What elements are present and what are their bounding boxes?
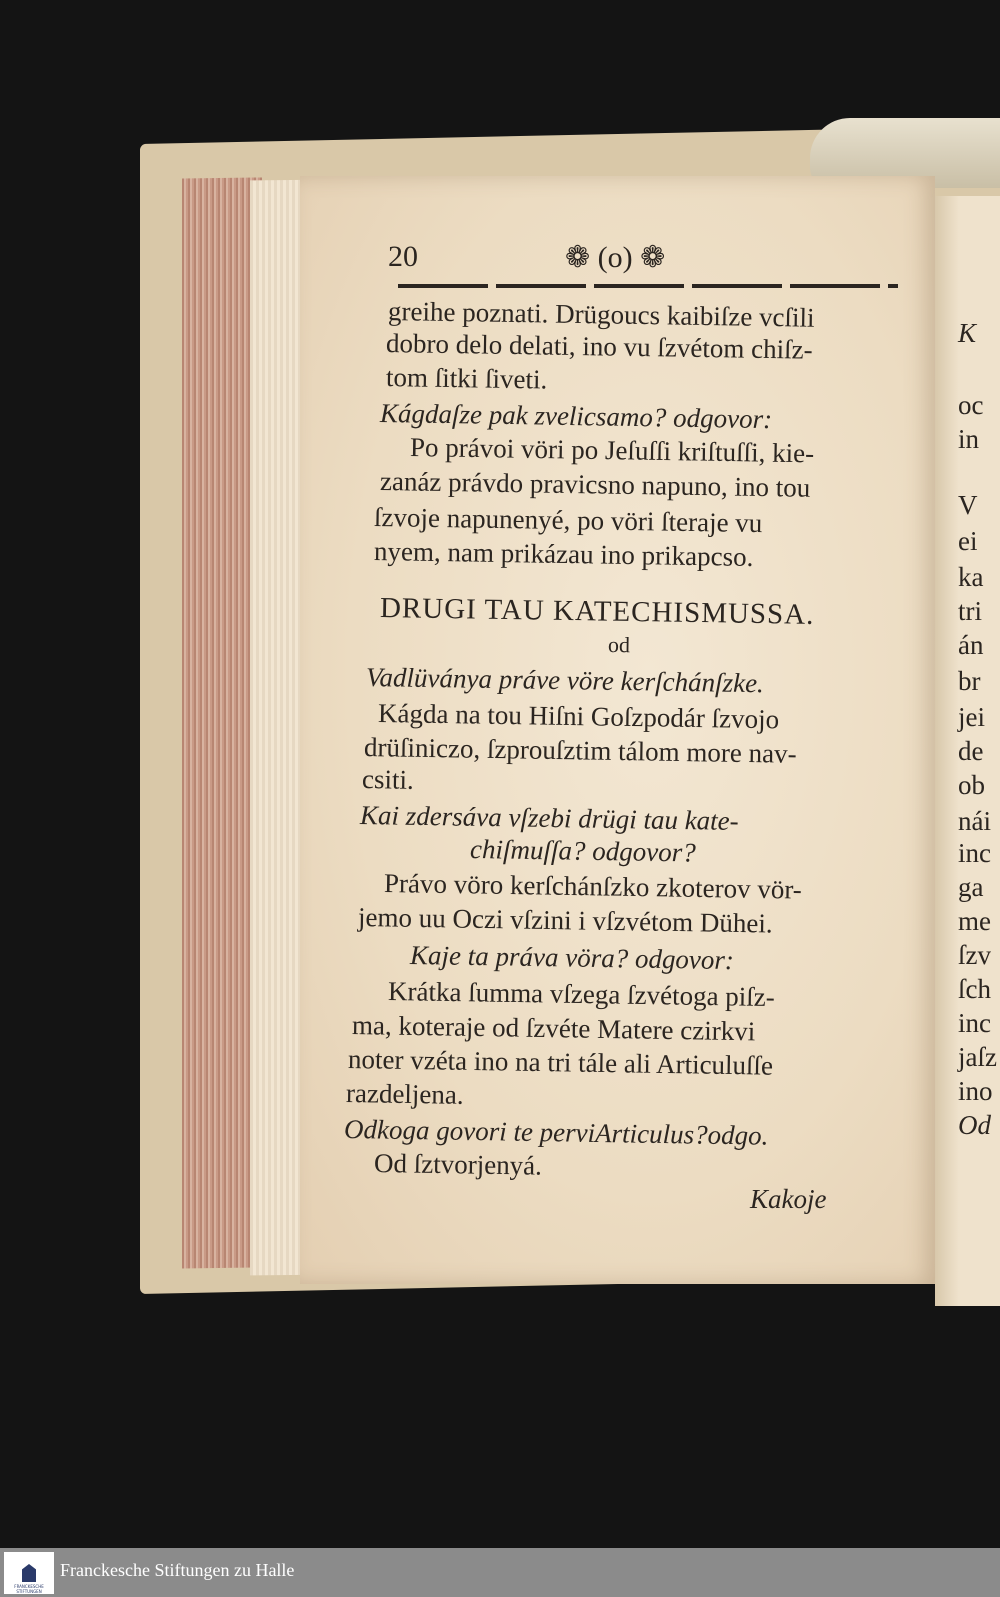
- right-page-fragment: br: [958, 666, 981, 696]
- text-line: od: [607, 632, 631, 658]
- right-page-fragment: ſch: [958, 974, 991, 1004]
- text-line: zanáz právdo pravicsno napuno, ino tou: [379, 466, 811, 503]
- text-line: Právo vöro kerſchánſzko zkoterov vör-: [383, 868, 803, 905]
- text-line: Kágdaſze pak zvelicsamo? odgovor:: [379, 398, 773, 435]
- right-page-fragment: V: [958, 490, 978, 520]
- text-line: Kágda na tou Hiſni Goſzpodár ſzvojo: [377, 698, 780, 735]
- right-page-fragment: de: [958, 736, 984, 766]
- text-line: drüſiniczo, ſzprouſztim tálom more nav-: [363, 732, 797, 769]
- right-page-fragment: inc: [958, 838, 991, 868]
- text-line: Krátka ſumma vſzega ſzvétoga piſz-: [387, 976, 776, 1013]
- right-page-fragment: án: [958, 630, 984, 660]
- right-page-fragment: ſzv: [958, 940, 991, 970]
- text-line: Po právoi vöri po Jeſuſſi kriſtuſſi, kie-: [409, 432, 815, 469]
- right-page-fragment: oc: [958, 390, 984, 420]
- right-page-fragment: me: [958, 906, 991, 936]
- text-line: ma, koteraje od ſzvéte Matere czirkvi: [351, 1010, 756, 1047]
- header-rule: [398, 284, 898, 288]
- right-page-fragment: inc: [958, 1008, 991, 1038]
- right-page-fragment: in: [958, 424, 980, 454]
- right-page-fragment: ga: [958, 872, 984, 902]
- right-page-fragment: ka: [958, 562, 984, 592]
- right-page-fragment: Od: [958, 1110, 991, 1140]
- text-line: noter vzéta ino na tri tále ali Articuluſſe: [347, 1044, 774, 1081]
- institution-name: Franckesche Stiftungen zu Halle: [60, 1560, 295, 1580]
- logo-mark-icon: [22, 1564, 36, 1582]
- header-ornament: ❁ (o) ❁: [565, 241, 666, 274]
- catchword: Kakoje: [750, 1184, 827, 1214]
- right-page-fragment: jei: [958, 702, 985, 732]
- right-page-fragment: tri: [958, 596, 982, 626]
- institution-logo: [4, 1552, 54, 1594]
- right-page-fragment: jaſz: [958, 1042, 997, 1072]
- text-line: Odkoga govori te perviArticulus?odgo.: [343, 1114, 769, 1151]
- text-line: jemo uu Oczi vſzini i vſzvétom Dühei.: [357, 902, 773, 939]
- text-line: Od ſztvorjenyá.: [373, 1148, 543, 1181]
- text-line: ſzvoje napunenyé, po vöri ſteraje vu: [373, 502, 763, 539]
- text-line: csiti.: [361, 764, 414, 795]
- text-line: DRUGI TAU KATECHISMUSSA.: [379, 592, 815, 631]
- text-line: Vadlüványa práve vöre kerſchánſzke.: [365, 662, 765, 699]
- text-line: Kai zdersáva vſzebi drügi tau kate-: [359, 800, 739, 836]
- right-page-fragment: ino: [958, 1076, 993, 1106]
- text-line: nyem, nam prikázau ino prikapcso.: [373, 536, 754, 572]
- text-line: tom ſitki ſiveti.: [385, 362, 548, 395]
- right-page-fragment: nái: [958, 806, 991, 836]
- page-number: 20: [388, 240, 418, 273]
- text-line: chiſmuſſa? odgovor?: [469, 834, 696, 868]
- text-line: Kaje ta práva vöra? odgovor:: [409, 940, 735, 976]
- text-line: greihe poznati. Drügoucs kaibiſze vcſili: [387, 296, 815, 333]
- right-page-fragment: ob: [958, 770, 985, 800]
- text-line: razdeljena.: [345, 1078, 464, 1110]
- right-page-fragment: ei: [958, 526, 978, 556]
- right-page-fragment: K: [958, 318, 977, 348]
- text-line: dobro delo delati, ino vu ſzvétom chiſz-: [385, 328, 813, 365]
- logo-text: FRANCKESCHE STIFTUNGEN: [14, 1584, 44, 1594]
